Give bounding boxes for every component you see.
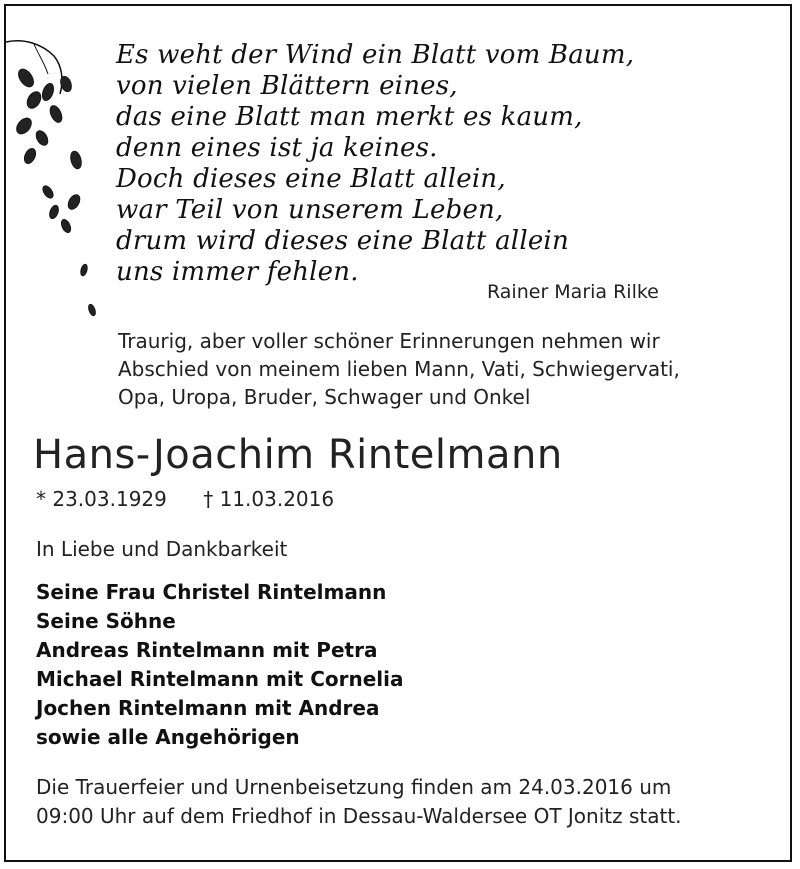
- poem: [116, 40, 634, 288]
- poem-line: drum wird dieses eine Blatt allein: [116, 226, 569, 256]
- mourner-line: Michael Rintelmann mit Cornelia: [36, 667, 404, 691]
- funeral-notice: [36, 773, 682, 831]
- mourner-line: Andreas Rintelmann mit Petra: [36, 638, 378, 662]
- death-date: † 11.03.2016: [203, 487, 335, 511]
- falling-leaves-illustration: [4, 34, 104, 334]
- mourners-list: [36, 578, 404, 752]
- poem-line: Es weht der Wind ein Blatt vom Baum,: [116, 40, 635, 70]
- funeral-line: 09:00 Uhr auf dem Friedhof in Dessau-Waldersee OT Jonitz statt.: [36, 804, 682, 828]
- poem-author: Rainer Maria Rilke: [487, 281, 659, 303]
- poem-line: uns immer fehlen.: [116, 257, 359, 287]
- mourner-line: Seine Söhne: [36, 609, 176, 633]
- intro-line: Abschied von meinem lieben Mann, Vati, Schwiegervati,: [118, 357, 680, 381]
- birth-date: * 23.03.1929: [36, 487, 167, 511]
- poem-line: Doch dieses eine Blatt allein,: [116, 164, 506, 194]
- poem-line: war Teil von unserem Leben,: [116, 195, 504, 225]
- intro-line: Opa, Uropa, Bruder, Schwager und Onkel: [118, 385, 531, 409]
- mourner-line: Seine Frau Christel Rintelmann: [36, 580, 387, 604]
- mourner-line: Jochen Rintelmann mit Andrea: [36, 696, 380, 720]
- life-dates: [36, 487, 334, 511]
- intro-text: [118, 327, 680, 411]
- poem-line: von vielen Blättern eines,: [116, 71, 458, 101]
- funeral-line: Die Trauerfeier und Urnenbeisetzung finden am 24.03.2016 um: [36, 775, 672, 799]
- intro-line: Traurig, aber voller schöner Erinnerungen nehmen wir: [118, 329, 660, 353]
- closing-phrase: In Liebe und Dankbarkeit: [36, 537, 288, 561]
- deceased-name: Hans-Joachim Rintelmann: [33, 432, 563, 478]
- mourner-line: sowie alle Angehörigen: [36, 725, 300, 749]
- poem-line: das eine Blatt man merkt es kaum,: [116, 102, 583, 132]
- poem-line: denn eines ist ja keines.: [116, 133, 438, 163]
